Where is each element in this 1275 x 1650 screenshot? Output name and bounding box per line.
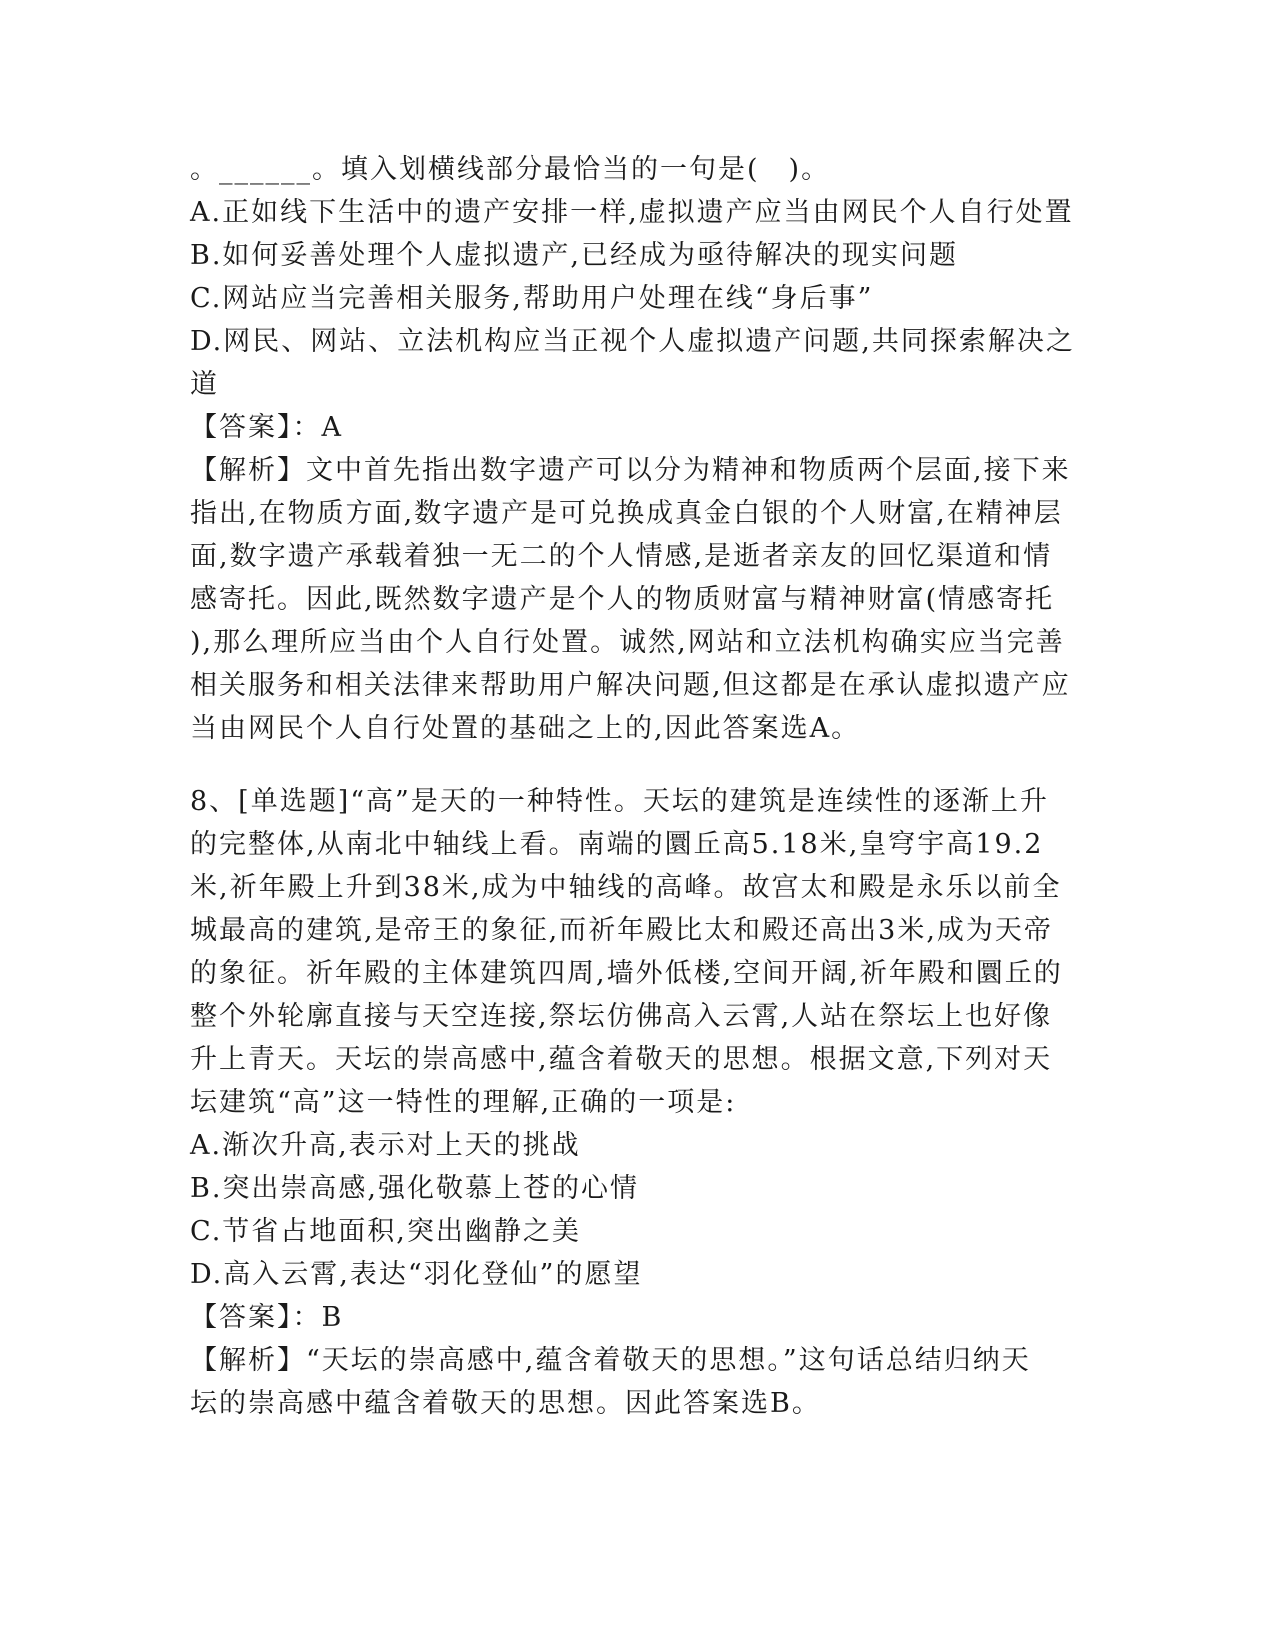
q7-analysis-line: 感寄托。因此,既然数字遗产是个人的物质财富与精神财富(情感寄托	[190, 584, 1055, 615]
q8-option-c: C.节省占地面积,突出幽静之美	[190, 1216, 581, 1247]
q7-analysis-line: 当由网民个人自行处置的基础之上的,因此答案选A。	[190, 713, 861, 744]
q7-option-d: D.网民、网站、立法机构应当正视个人虚拟遗产问题,共同探索解决之	[190, 326, 1075, 357]
q7-analysis-line: 相关服务和相关法律来帮助用户解决问题,但这都是在承认虚拟遗产应	[190, 670, 1071, 701]
q7-analysis-line: ),那么理所应当由个人自行处置。诚然,网站和立法机构确实应当完善	[190, 627, 1065, 658]
q8-analysis-line: 坛的崇高感中蕴含着敬天的思想。因此答案选B。	[190, 1388, 821, 1419]
q8-option-a: A.渐次升高,表示对上天的挑战	[190, 1130, 581, 1161]
q7-option-c: C.网站应当完善相关服务,帮助用户处理在线“身后事”	[190, 283, 874, 314]
q8-stem-line: 城最高的建筑,是帝王的象征,而祈年殿比太和殿还高出3米,成为天帝	[190, 915, 1053, 946]
q8-stem-line: 8、[单选题]“高”是天的一种特性。天坛的建筑是连续性的逐渐上升	[190, 786, 1049, 817]
document-page	[190, 148, 1090, 1425]
q8-stem-line: 的完整体,从南北中轴线上看。南端的圜丘高5.18米,皇穹宇高19.2	[190, 829, 1044, 860]
q8-option-b: B.突出崇高感,强化敬慕上苍的心情	[190, 1173, 640, 1204]
q8-stem-line: 整个外轮廓直接与天空连接,祭坛仿佛高入云霄,人站在祭坛上也好像	[190, 1001, 1053, 1032]
q7-answer: 【答案】：A	[190, 412, 343, 443]
question-spacer	[190, 750, 1090, 780]
q8-stem-line: 米,祈年殿上升到38米,成为中轴线的高峰。故宫太和殿是永乐以前全	[190, 872, 1062, 903]
q8-stem-line: 的象征。祈年殿的主体建筑四周,墙外低楼,空间开阔,祈年殿和圜丘的	[190, 958, 1063, 989]
q7-option-a: A.正如线下生活中的遗产安排一样,虚拟遗产应当由网民个人自行处置	[190, 197, 1074, 228]
q8-answer: 【答案】：B	[190, 1302, 344, 1333]
q8-analysis-line: 【解析】“天坛的崇高感中,蕴含着敬天的思想。”这句话总结归纳天	[190, 1345, 1031, 1376]
q7-prompt-tail: 。______。填入划横线部分最恰当的一句是( )。	[190, 154, 831, 185]
q7-analysis-line: 面,数字遗产承载着独一无二的个人情感,是逝者亲友的回忆渠道和情	[190, 541, 1053, 572]
q7-analysis-line: 【解析】文中首先指出数字遗产可以分为精神和物质两个层面,接下来	[190, 455, 1071, 486]
q8-stem-line: 坛建筑“高”这一特性的理解,正确的一项是:	[190, 1087, 737, 1118]
q7-option-d-cont: 道	[190, 369, 219, 400]
q7-option-b: B.如何妥善处理个人虚拟遗产,已经成为亟待解决的现实问题	[190, 240, 959, 271]
q8-option-d: D.高入云霄,表达“羽化登仙”的愿望	[190, 1259, 643, 1290]
q7-analysis-line: 指出,在物质方面,数字遗产是可兑换成真金白银的个人财富,在精神层	[190, 498, 1063, 529]
q8-stem-line: 升上青天。天坛的崇高感中,蕴含着敬天的思想。根据文意,下列对天	[190, 1044, 1053, 1075]
